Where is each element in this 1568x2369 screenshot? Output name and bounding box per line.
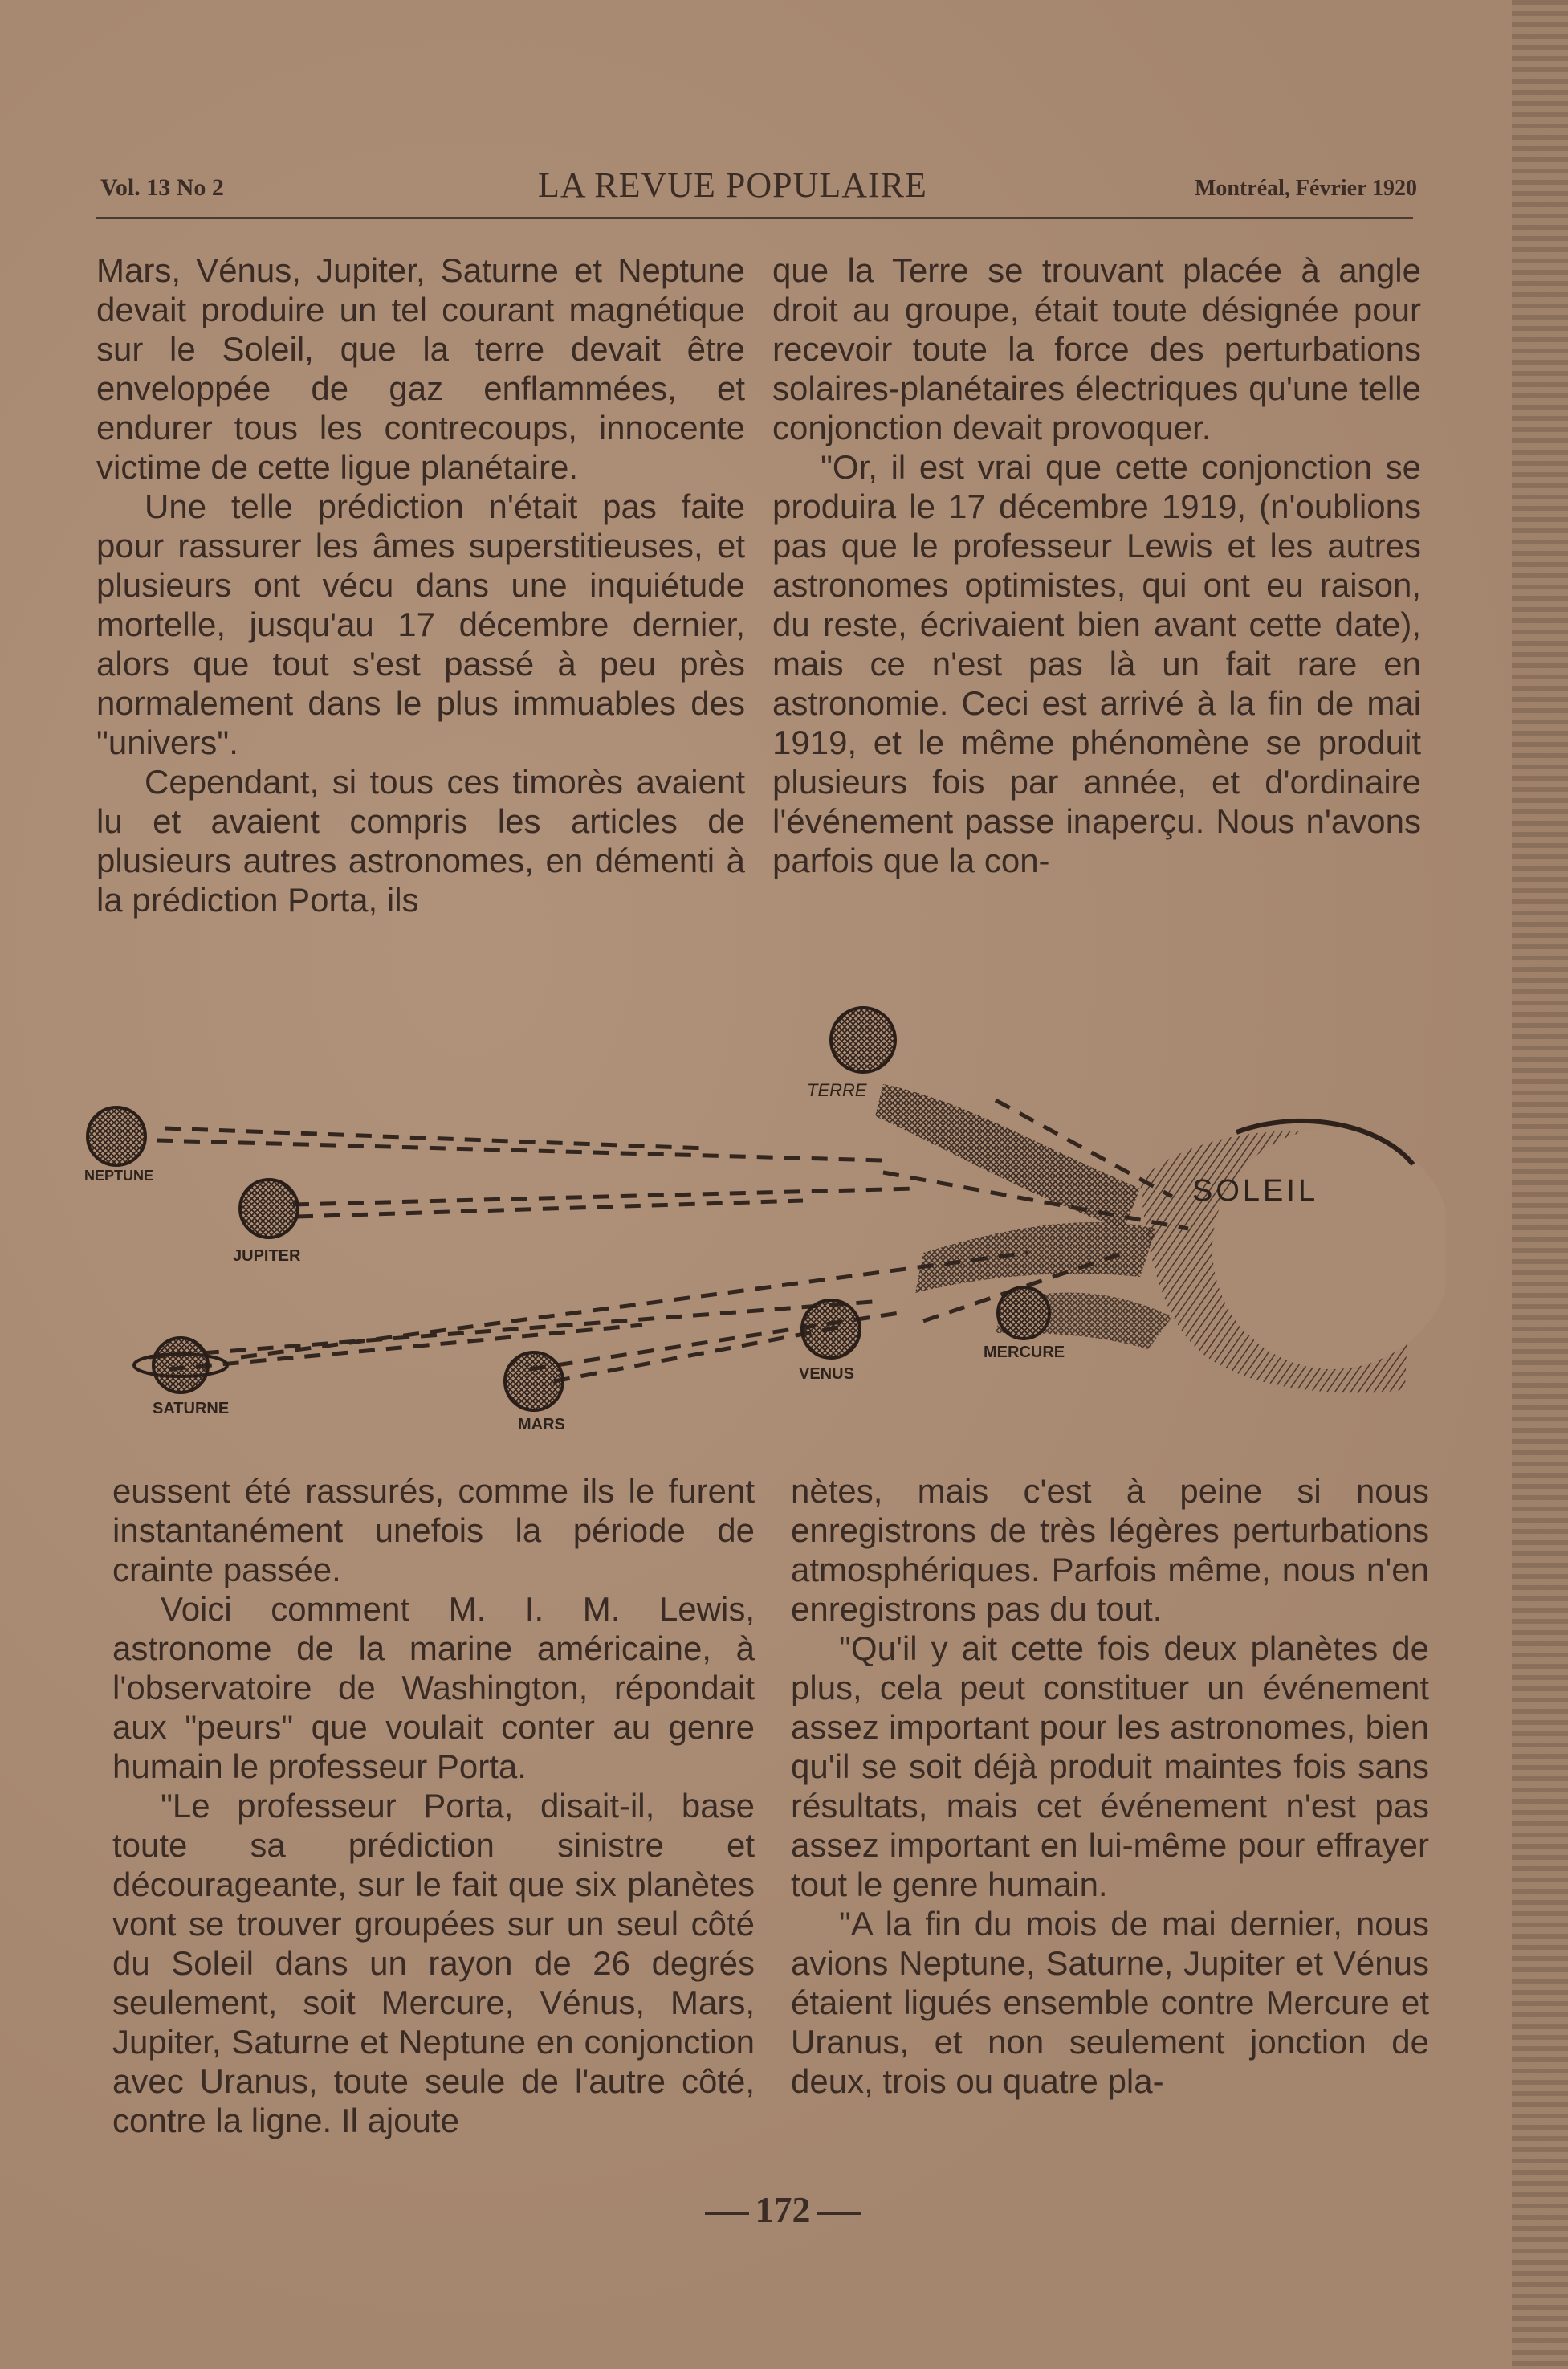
column-left-top (96, 251, 745, 919)
label-soleil: SOLEIL (1192, 1174, 1319, 1208)
paragraph: nètes, mais c'est à peine si nous enregistrons de très légères perturbations atmosphériques. Parfois même, nous n'en enregistrons pas du tout. (791, 1472, 1429, 1628)
page-number-value: 172 (755, 2189, 811, 2230)
paragraph: "A la fin du mois de mai dernier, nous avions Neptune, Saturne, Jupiter et Vénus étaient ligués ensemble contre Mercure et Uranus, et non seulement jonction de deux, trois ou quatre pla- (791, 1905, 1429, 2100)
paragraph: "Qu'il y ait cette fois deux planètes de plus, cela peut constituer un événement assez important pour les astronomes, bien qu'il se soit déjà produit maintes fois sans résultats, mais cet événement n'est pas assez important en lui-même pour effrayer tout le genre humain. (791, 1629, 1429, 1903)
planetary-alignment-illustration (80, 988, 1445, 1462)
label-saturne: SATURNE (153, 1400, 230, 1417)
folio-dash-right (817, 2212, 861, 2215)
paragraph: "Or, il est vrai que cette conjonction se produira le 17 décembre 1919, (n'oublions pas que le professeur Lewis et les autres astronomes optimistes, qui ont eu raison, du reste, écrivaient bien avant cette date), mais ce n'est pas là un fait rare en astronomie. Ceci est arrivé à la fin de mai 1919, et le même phénomène se produit plusieurs fois par année, et d'ordinaire l'événement passe inaperçu. Nous n'avons parfois que la con- (772, 448, 1421, 879)
header-volume: Vol. 13 No 2 (100, 174, 224, 201)
folio-dash-left (705, 2212, 749, 2215)
header-title: LA REVUE POPULAIRE (538, 165, 927, 205)
paragraph: Une telle prédiction n'était pas faite pour rassurer les âmes superstitieuses, et plusieurs ont vécu dans une inquiétude mortelle, jusqu'au 17 décembre dernier, alors que tout s'est passé à peu près normalement dans le plus immuables des "univers". (96, 487, 745, 761)
planet-venus (799, 1300, 860, 1383)
page-number (678, 2188, 887, 2231)
label-neptune: NEPTUNE (84, 1168, 154, 1184)
paragraph: Mars, Vénus, Jupiter, Saturne et Neptune devait produire un tel courant magnétique sur le Soleil, que la terre devait être enveloppée de gaz enflammées, et endurer tous les contrecoups, innocente victime de cette ligue planétaire. (96, 251, 745, 486)
column-left-bottom (112, 1471, 755, 2140)
sun (1140, 1121, 1445, 1393)
planet-terre (807, 1008, 895, 1100)
paragraph: Voici comment M. I. M. Lewis, astronome de la marine américaine, à l'observatoire de Washington, répondait aux "peurs" que voulait conter au genre humain le professeur Porta. (112, 1590, 755, 1785)
paragraph: "Le professeur Porta, disait-il, base toute sa prédiction sinistre et décourageante, sur le fait que six planètes vont se trouver groupées sur un seul côté du Soleil dans un rayon de 26 degrés seulement, soit Mercure, Vénus, Mars, Jupiter, Saturne et Neptune en conjonction avec Uranus, toute seule de l'autre côté, contre la ligne. Il ajoute (112, 1787, 755, 2139)
sun-label (1192, 1174, 1318, 1208)
illustration-svg (80, 988, 1445, 1462)
label-jupiter: JUPITER (233, 1247, 301, 1265)
label-terre: TERRE (807, 1080, 867, 1100)
label-mars: MARS (518, 1416, 565, 1433)
planet-jupiter (233, 1180, 301, 1265)
paragraph: eussent été rassurés, comme ils le furent instantanément unefois la période de crainte passée. (112, 1472, 755, 1588)
header-date: Montréal, Février 1920 (1194, 176, 1417, 201)
planet-neptune (84, 1107, 153, 1184)
planet-mars (505, 1352, 565, 1433)
header-rule (96, 217, 1413, 219)
label-venus: VENUS (799, 1365, 854, 1383)
page-edge-texture (1512, 0, 1568, 2369)
planet-saturne (134, 1338, 229, 1417)
column-right-top (772, 251, 1421, 880)
running-header (100, 165, 1417, 213)
column-right-bottom (791, 1471, 1429, 2101)
paragraph: Cependant, si tous ces timorès avaient lu et avaient compris les articles de plusieurs autres astronomes, en démenti à la prédiction Porta, ils (96, 763, 745, 919)
label-mercure: MERCURE (984, 1344, 1065, 1361)
paragraph: que la Terre se trouvant placée à angle droit au groupe, était toute désignée pour recevoir toute la force des perturbations solaires-planétaires électriques qu'une telle conjonction devait provoquer. (772, 251, 1421, 446)
